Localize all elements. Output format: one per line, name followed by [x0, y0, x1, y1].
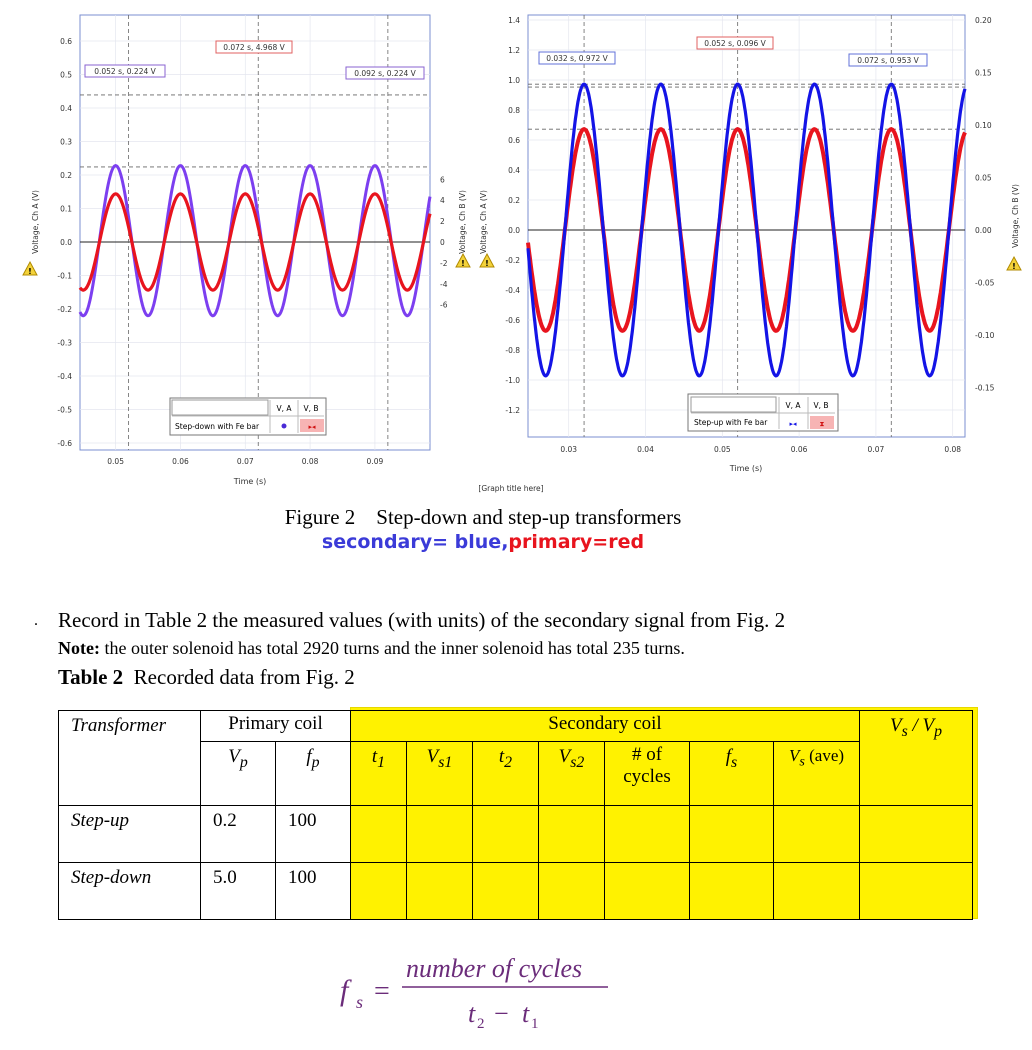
svg-text:−: − — [494, 999, 509, 1028]
svg-text:t: t — [468, 999, 476, 1028]
y-tick-label: 0.5 — [60, 70, 72, 80]
svg-text:V, B: V, B — [813, 401, 829, 410]
y-tick-label: 0.4 — [508, 166, 520, 175]
y-tick-label: -0.6 — [57, 439, 72, 448]
warning-icon[interactable] — [1007, 257, 1021, 271]
x-tick-label: 0.06 — [172, 457, 189, 466]
right-ylabel-right: Voltage, Ch B (V) — [1011, 184, 1020, 248]
y-tick-label: 0.4 — [60, 104, 72, 113]
header-vs2: $V_{s2}$ — [539, 742, 605, 806]
annotation-3 — [346, 67, 424, 79]
svg-text:0.072 s, 0.953 V: 0.072 s, 0.953 V — [857, 56, 919, 65]
svg-text:!: ! — [461, 259, 465, 268]
y-right-tick-label: 4 — [440, 196, 445, 206]
y-tick-label: 0.0 — [60, 238, 72, 247]
svg-text:number of cycles: number of cycles — [406, 954, 583, 983]
svg-text:V, A: V, A — [785, 401, 801, 410]
y-right-tick-label: -4 — [440, 279, 448, 289]
y-right-tick-label: -2 — [440, 258, 448, 268]
y-tick-label: 0.1 — [60, 204, 72, 214]
header-vs-vp: $V_s / V_p$ — [860, 711, 973, 806]
x-tick-label: 0.09 — [366, 457, 384, 466]
y-tick-label: 1.2 — [508, 46, 520, 55]
table-title-body: Recorded data from Fig. 2 — [123, 665, 355, 689]
header-primary-coil: Primary coil — [201, 711, 351, 742]
y-tick-label: 0.8 — [508, 106, 520, 115]
header-transformer: Transformer — [59, 711, 201, 806]
y-right-tick-label: 0.00 — [975, 226, 992, 235]
y-right-tick-label: 6 — [440, 175, 445, 185]
y-right-tick-label: -6 — [440, 300, 448, 310]
svg-text:0.052 s, 0.096 V: 0.052 s, 0.096 V — [704, 39, 766, 48]
x-tick-label: 0.05 — [713, 445, 731, 454]
header-vs1: $V_{s1}$ — [407, 742, 473, 806]
header-vs-ave: $V_s$ (ave) — [774, 742, 860, 806]
header-cycles: # of cycles — [605, 742, 690, 806]
y-tick-label: 1.0 — [508, 76, 520, 85]
y-right-tick-label: 0.05 — [975, 173, 992, 183]
svg-text:!: ! — [28, 267, 32, 276]
data-table — [58, 710, 973, 920]
figure-caption: Figure 2 Step-down and step-up transformers — [284, 505, 682, 529]
frequency-formula — [336, 950, 626, 1045]
x-tick-label: 0.08 — [944, 445, 962, 454]
svg-text:Step-up with Fe bar: Step-up with Fe bar — [694, 418, 768, 427]
x-tick-label: 0.06 — [790, 445, 808, 454]
y-right-tick-label: -0.10 — [975, 331, 995, 340]
annotation-1 — [85, 65, 165, 77]
y-tick-label: -0.2 — [505, 256, 520, 265]
warning-icon[interactable] — [456, 254, 470, 268]
table-row: Step-down 5.0 100 — [59, 863, 973, 920]
right-xlabel: Time (s) — [729, 464, 763, 473]
svg-text:s: s — [356, 992, 364, 1012]
left-legend — [170, 398, 326, 435]
left-xlabel: Time (s) — [233, 477, 267, 486]
instruction-text: Record in Table 2 the measured values (with units) of the secondary signal from Fig. 2 — [58, 608, 786, 632]
secondary-label: secondary= blue, — [321, 531, 509, 553]
svg-text:V, A: V, A — [276, 404, 292, 413]
svg-text:▸◂: ▸◂ — [789, 420, 797, 428]
y-right-tick-label: 0.15 — [975, 68, 992, 78]
note-label: Note: — [58, 638, 100, 658]
y-right-tick-label: -0.05 — [975, 278, 995, 288]
y-tick-label: -0.4 — [57, 372, 72, 381]
header-t2: $t_2$ — [473, 742, 539, 806]
svg-text:f: f — [340, 974, 349, 1007]
svg-text:=: = — [374, 976, 390, 1007]
svg-text:0.092 s, 0.224 V: 0.092 s, 0.224 V — [354, 69, 416, 78]
svg-text:▸◂: ▸◂ — [308, 423, 316, 431]
svg-text:0.032 s, 0.972 V: 0.032 s, 0.972 V — [546, 54, 608, 63]
graph-title[interactable]: [Graph title here] — [478, 484, 544, 493]
y-tick-label: -0.3 — [57, 338, 72, 348]
x-tick-label: 0.04 — [637, 445, 654, 454]
y-tick-label: -0.1 — [57, 271, 72, 281]
x-tick-label: 0.05 — [107, 457, 124, 466]
y-tick-label: -0.4 — [505, 286, 520, 295]
y-right-tick-label: -0.15 — [975, 383, 995, 393]
y-tick-label: 0.2 — [60, 171, 72, 180]
right-chart — [475, 0, 1032, 500]
svg-text:!: ! — [485, 259, 489, 268]
figure-subcaption — [0, 531, 966, 553]
y-right-tick-label: 2 — [440, 217, 445, 227]
y-right-tick-label: 0 — [440, 238, 445, 247]
header-fs: $f_s$ — [690, 742, 774, 806]
table-title — [58, 665, 355, 690]
note-text — [58, 638, 685, 659]
y-tick-label: 0.3 — [60, 137, 72, 147]
svg-text:V, B: V, B — [303, 404, 319, 413]
x-tick-label: 0.08 — [301, 457, 319, 466]
y-right-tick-label: 0.10 — [975, 121, 992, 130]
legend-input[interactable] — [691, 397, 776, 412]
right-legend — [688, 394, 838, 431]
y-right-tick-label: 0.20 — [975, 16, 992, 25]
warning-icon[interactable] — [480, 254, 494, 268]
svg-text:⧗: ⧗ — [819, 420, 825, 428]
y-tick-label: -0.6 — [505, 316, 520, 325]
table-title-label: Table 2 — [58, 665, 124, 689]
header-secondary-coil: Secondary coil — [351, 711, 860, 742]
right-ylabel: Voltage, Ch A (V) — [479, 190, 488, 254]
y-tick-label: -1.0 — [505, 376, 520, 385]
x-tick-label: 0.03 — [560, 445, 578, 454]
x-tick-label: 0.07 — [236, 457, 254, 466]
svg-text:Step-down with Fe bar: Step-down with Fe bar — [175, 422, 260, 431]
svg-text:t: t — [522, 999, 530, 1028]
table-row: Step-up 0.2 100 — [59, 806, 973, 863]
y-tick-label: -0.8 — [505, 346, 520, 355]
x-tick-label: 0.07 — [867, 445, 885, 454]
note-body: the outer solenoid has total 2920 turns and the inner solenoid has total 235 turns. — [99, 638, 685, 658]
y-tick-label: 0.6 — [508, 136, 520, 145]
svg-text:1: 1 — [531, 1016, 539, 1032]
svg-text:0.072 s, 4.968 V: 0.072 s, 4.968 V — [223, 43, 285, 52]
y-tick-label: -1.2 — [505, 406, 520, 415]
svg-text:2: 2 — [477, 1016, 485, 1032]
svg-text:0.052 s, 0.224 V: 0.052 s, 0.224 V — [94, 67, 156, 76]
header-vp: $V_p$ — [201, 742, 276, 806]
bullet-marker: . — [34, 612, 38, 629]
annotation-1 — [539, 52, 615, 64]
y-tick-label: 0.2 — [508, 196, 520, 205]
annotation-2 — [697, 37, 773, 49]
svg-text:!: ! — [1012, 262, 1016, 271]
y-tick-label: -0.2 — [57, 305, 72, 314]
annotation-3 — [849, 54, 927, 66]
y-tick-label: 1.4 — [508, 16, 520, 25]
left-ylabel: Voltage, Ch A (V) — [31, 190, 40, 254]
annotation-2 — [216, 41, 292, 53]
header-t1: $t_1$ — [351, 742, 407, 806]
y-tick-label: 0.6 — [60, 37, 72, 46]
header-fp: $f_p$ — [276, 742, 351, 806]
legend-input[interactable] — [172, 400, 268, 415]
y-tick-label: -0.5 — [57, 405, 72, 415]
y-tick-label: 0.0 — [508, 226, 520, 235]
warning-icon[interactable] — [23, 262, 37, 276]
left-chart — [0, 0, 480, 500]
primary-label: primary=red — [508, 531, 645, 553]
left-ylabel-right: Voltage, Ch B (V) — [458, 190, 467, 254]
